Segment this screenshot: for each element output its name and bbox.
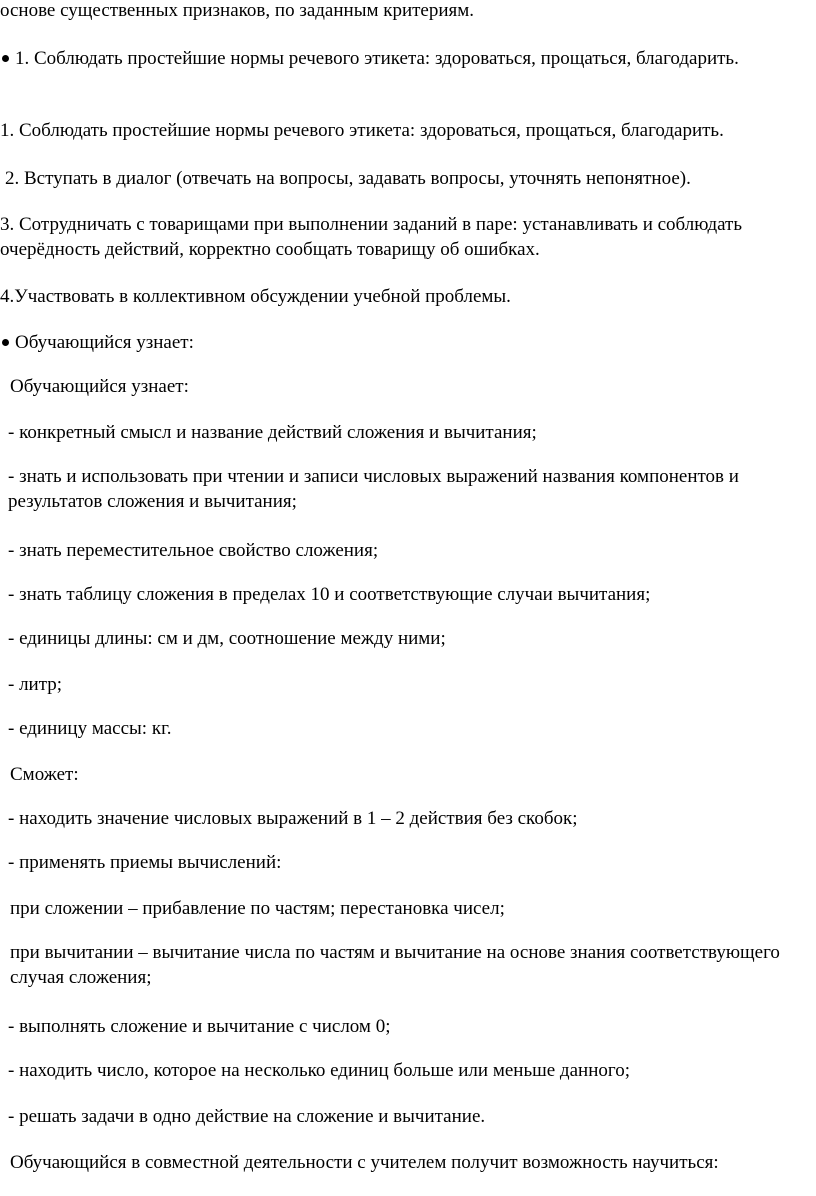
paragraph-speech-etiquette: 1. Соблюдать простейшие нормы речевого этикета: здороваться, прощаться, благодарить. [0, 120, 724, 141]
heading-joint-activity: Обучающийся в совместной деятельности с учителем получит возможность научиться: [10, 1152, 719, 1173]
list-item: - единицы длины: см и дм, соотношение между ними; [8, 628, 446, 649]
list-item: - находить значение числовых выражений в 1 – 2 действия без скобок; [8, 808, 578, 829]
list-item: - выполнять сложение и вычитание с числом 0; [8, 1016, 391, 1037]
list-item: - применять приемы вычислений: [8, 852, 282, 873]
list-item: - знать и использовать при чтении и записи числовых выражений названия компонентов и результатов сложения и вычитания; [8, 466, 739, 513]
bullet-icon [2, 339, 9, 346]
list-item: - знать переместительное свойство сложения; [8, 540, 379, 561]
list-item: при сложении – прибавление по частям; перестановка чисел; [10, 898, 505, 919]
bullet-text: 1. Соблюдать простейшие нормы речевого этикета: здороваться, прощаться, благодарить. [15, 48, 739, 69]
bullet-item-speech-etiquette [0, 46, 810, 71]
bullet-item-learner-will-know [0, 330, 810, 355]
paragraph-dialog: 2. Вступать в диалог (отвечать на вопросы, задавать вопросы, уточнять непонятное). [5, 168, 691, 189]
list-item: - литр; [8, 674, 63, 695]
list-item: - решать задачи в одно действие на сложение и вычитание. [8, 1106, 486, 1127]
list-item: при вычитании – вычитание числа по частям и вычитание на основе знания соответствующего случая сложения; [10, 942, 780, 989]
paragraph-intro-tail: основе существенных признаков, по заданным критериям. [0, 0, 475, 21]
paragraph-cooperation: 3. Сотрудничать с товарищами при выполнении заданий в паре: устанавливать и соблюдать очерёдность действий, корректно сообщать товарищу об ошибках. [0, 214, 743, 261]
list-item: - находить число, которое на несколько единиц больше или меньше данного; [8, 1060, 630, 1081]
list-item: - конкретный смысл и название действий сложения и вычитания; [8, 422, 537, 443]
heading-learner-will-know: Обучающийся узнает: [10, 376, 189, 397]
list-item: - знать таблицу сложения в пределах 10 и соответствующие случаи вычитания; [8, 584, 651, 605]
paragraph-discussion: 4.Участвовать в коллективном обсуждении учебной проблемы. [0, 286, 511, 307]
bullet-icon [2, 55, 9, 62]
list-item: - единицу массы: кг. [8, 718, 172, 739]
bullet-text: Обучающийся узнает: [15, 332, 194, 353]
heading-can: Сможет: [10, 764, 79, 785]
